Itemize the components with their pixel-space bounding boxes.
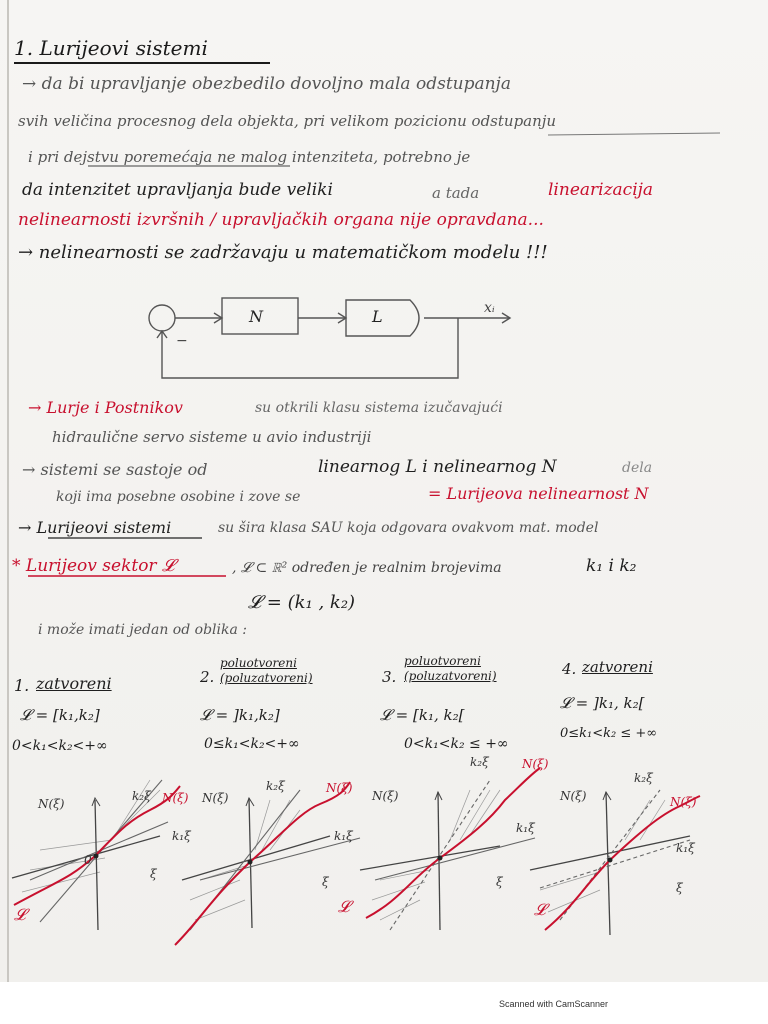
plot-3-upper: k₂ξ (470, 755, 489, 769)
page-title: 1. Lurijeovi sistemi (14, 36, 208, 60)
form-2-name: poluotvoreni (poluzatvoreni) (220, 656, 313, 685)
plot-1-lower: k₁ξ (172, 829, 191, 843)
text-line-12c: k₁ i k₂ (586, 556, 637, 576)
plot-4-sector: 𝓛 (534, 900, 546, 919)
plot-2-xlabel: ξ (322, 875, 329, 889)
text-line-3: i pri dejstvu poremećaja ne malog intenziteta, potrebno je (28, 148, 471, 166)
form-2-cond: 0≤k₁<k₂<+∞ (204, 736, 300, 752)
text-line-9a: → sistemi se sastoje od (22, 460, 208, 479)
plot-1-upper: k₂ξ (132, 789, 151, 803)
plot-3-lower: k₁ξ (516, 821, 535, 835)
text-line-7b: su otkrili klasu sistema izučavajući (255, 400, 503, 416)
form-2-set: 𝓛 = ]k₁,k₂] (200, 706, 280, 724)
text-line-11b: su šira klasa SAU koja odgovara ovakvom mat. model (218, 520, 599, 536)
text-line-11a: → Lurijeovi sistemi (18, 518, 172, 537)
text-line-4: da intenzitet upravljanja bude veliki (22, 180, 333, 200)
form-4-name: zatvoreni (582, 658, 653, 676)
text-line-10b: = Lurijeova nelinearnost N (428, 484, 649, 503)
block-n-label: N (249, 307, 263, 326)
form-2-num: 2. (200, 668, 215, 686)
form-1-name: zatvoreni (36, 674, 112, 693)
plot-4-lower: k₁ξ (676, 841, 695, 855)
plot-2-upper: k₂ξ (266, 779, 285, 793)
plot-4-upper: k₂ξ (634, 771, 653, 785)
plot-3-ylabel: N(ξ) (372, 789, 399, 803)
plot-4-curve-label: N(ξ) (670, 795, 697, 809)
plot-3-curve-label: N(ξ) (522, 757, 549, 771)
text-line-10a: koji ima posebne osobine i zove se (56, 489, 301, 505)
plot-4 (530, 790, 700, 935)
plot-4-ylabel: N(ξ) (560, 789, 587, 803)
text-line-1: → da bi upravljanje obezbedilo dovoljno mala odstupanja (22, 74, 511, 94)
form-4-num: 4. (562, 660, 577, 678)
block-diagram (149, 298, 510, 378)
text-line-8: hidraulične servo sisteme u avio industriji (52, 428, 372, 446)
plot-2-curve-label: N(ξ) (326, 781, 353, 795)
form-4-cond: 0≤k₁<k₂ ≤ +∞ (560, 726, 658, 741)
form-3-set: 𝓛 = [k₁, k₂[ (380, 706, 465, 724)
feedback-sign: − (176, 333, 188, 349)
text-line-12a: * Lurijeov sektor 𝓛 (12, 556, 175, 576)
text-line-5: nelinearnosti izvršnih / upravljačkih organa nije opravdana... (18, 210, 544, 230)
plot-1-ylabel: N(ξ) (38, 797, 65, 811)
plot-1-curve-label: N(ξ) (162, 791, 189, 805)
text-line-4b: a tada (432, 184, 480, 202)
text-line-7a: → Lurje i Postnikov (28, 398, 183, 417)
summing-junction (149, 305, 175, 331)
plot-1-sector: 𝓛 (14, 905, 26, 924)
plot-3-xlabel: ξ (496, 875, 503, 889)
text-line-2: svih veličina procesnog dela objekta, pri velikom pozicionu odstupanju (18, 112, 557, 130)
block-l-label: L (372, 307, 383, 326)
text-line-4c: linearizacija (548, 180, 654, 200)
text-line-9c: dela (622, 460, 653, 476)
text-line-9b: linearnog L i nelinearnog N (318, 457, 557, 477)
plot-2-ylabel: N(ξ) (202, 791, 229, 805)
plot-2 (175, 782, 360, 945)
form-1-set: 𝓛 = [k₁,k₂] (20, 706, 100, 724)
sector-formula: 𝓛 = (k₁ , k₂) (248, 592, 356, 613)
plot-1-origin: 0 (84, 853, 92, 867)
form-3-num: 3. (382, 668, 397, 686)
output-label: xᵢ (484, 300, 495, 316)
form-4-set: 𝓛 = ]k₁, k₂[ (560, 694, 645, 712)
plot-2-lower: k₁ξ (334, 829, 353, 843)
form-1-num: 1. (14, 676, 30, 695)
scanner-footer: Scanned with CamScanner (499, 999, 609, 1009)
text-line-13: i može imati jedan od oblika : (38, 622, 247, 638)
form-3-name: poluotvoreni (poluzatvoreni) (404, 654, 497, 683)
plot-3-sector: 𝓛 (338, 897, 350, 916)
text-line-12b: , 𝓛 ⊂ ℝ² određen je realnim brojevima (232, 560, 502, 576)
plot-1-xlabel: ξ (150, 867, 157, 881)
form-1-cond: 0<k₁<k₂<+∞ (12, 738, 108, 754)
plot-4-xlabel: ξ (676, 881, 683, 895)
text-line-6: → nelinearnosti se zadržavaju u matematičkom modelu !!! (18, 242, 548, 263)
form-3-cond: 0<k₁<k₂ ≤ +∞ (404, 736, 509, 752)
